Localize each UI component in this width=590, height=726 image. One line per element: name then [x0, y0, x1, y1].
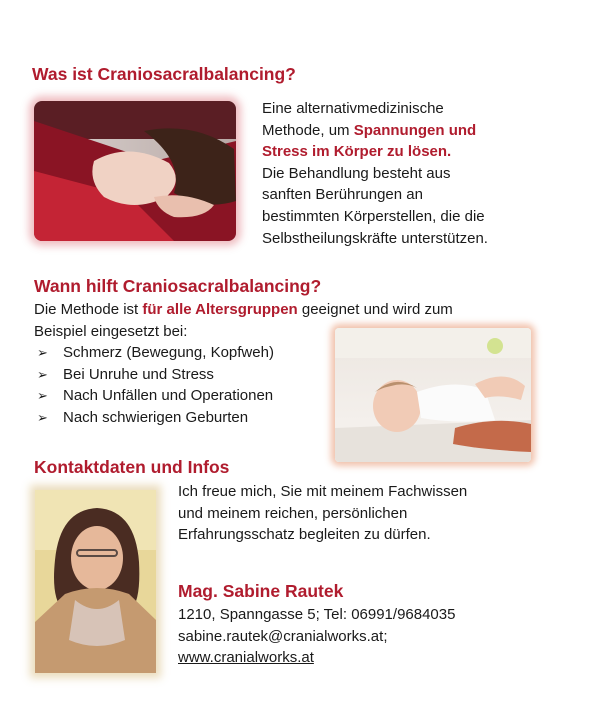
website-link[interactable]: www.cranialworks.at: [178, 649, 314, 667]
contact-paragraph: [178, 481, 467, 546]
highlight-text: Spannungen und: [353, 121, 477, 139]
list-item-text: Nach Unfällen und Operationen: [63, 387, 274, 405]
list-item-text: Nach schwierigen Geburten: [63, 408, 249, 426]
contact-line: Erfahrungsschatz begleiten zu dürfen.: [178, 526, 431, 544]
list-item: [34, 385, 274, 407]
contact-details: [178, 604, 455, 669]
highlight-text: Stress im Körper zu lösen.: [262, 143, 452, 161]
highlight-text: für alle Altersgruppen: [142, 301, 298, 318]
portrait-photo: [35, 490, 156, 673]
intro-line: sanften Berührungen an: [262, 186, 423, 204]
contact-line: Ich freue mich, Sie mit meinem Fachwissen: [178, 483, 468, 500]
arrow-bullet-icon: ➢: [37, 345, 48, 360]
intro-paragraph: [262, 98, 488, 249]
intro-line: [262, 120, 488, 142]
email-text: sabine.rautek@cranialworks.at;: [178, 627, 388, 645]
intro-text: Die Methode ist: [34, 301, 143, 318]
arrow-bullet-icon: ➢: [37, 409, 48, 425]
intro-line: Beispiel eingesetzt bei:: [34, 322, 188, 340]
list-item: [34, 364, 274, 386]
intro-text: Methode, um: [262, 121, 354, 139]
intro-line: Eine alternativmedizinische: [262, 100, 444, 117]
intro-line: Die Behandlung besteht aus: [262, 164, 451, 182]
list-item: [34, 342, 274, 364]
contact-name: Mag. Sabine Rautek: [178, 581, 344, 601]
intro-line: [34, 299, 453, 321]
arrow-bullet-icon: ➢: [37, 388, 48, 404]
intro-line: bestimmten Körperstellen, die die: [262, 207, 485, 225]
treatment-photo: [34, 101, 236, 241]
list-item: [34, 407, 274, 429]
list-item-text: Schmerz (Bewegung, Kopfweh): [63, 344, 274, 361]
indication-list: [34, 342, 274, 428]
section-heading-what-is: Was ist Craniosacralbalancing?: [32, 64, 296, 84]
baby-photo: [335, 328, 531, 462]
section-heading-contact: Kontaktdaten und Infos: [34, 457, 230, 477]
address-text: 1210, Spanngasse 5; Tel: 06991/9684035: [178, 606, 456, 623]
arrow-bullet-icon: ➢: [37, 366, 48, 382]
contact-line: und meinem reichen, persönlichen: [178, 504, 408, 522]
list-item-text: Bei Unruhe und Stress: [63, 365, 214, 383]
section-heading-when-helps: Wann hilft Craniosacralbalancing?: [34, 276, 322, 296]
intro-line: Selbstheilungskräfte unterstützen.: [262, 229, 488, 247]
intro-text: geeignet und wird zum: [297, 301, 453, 318]
